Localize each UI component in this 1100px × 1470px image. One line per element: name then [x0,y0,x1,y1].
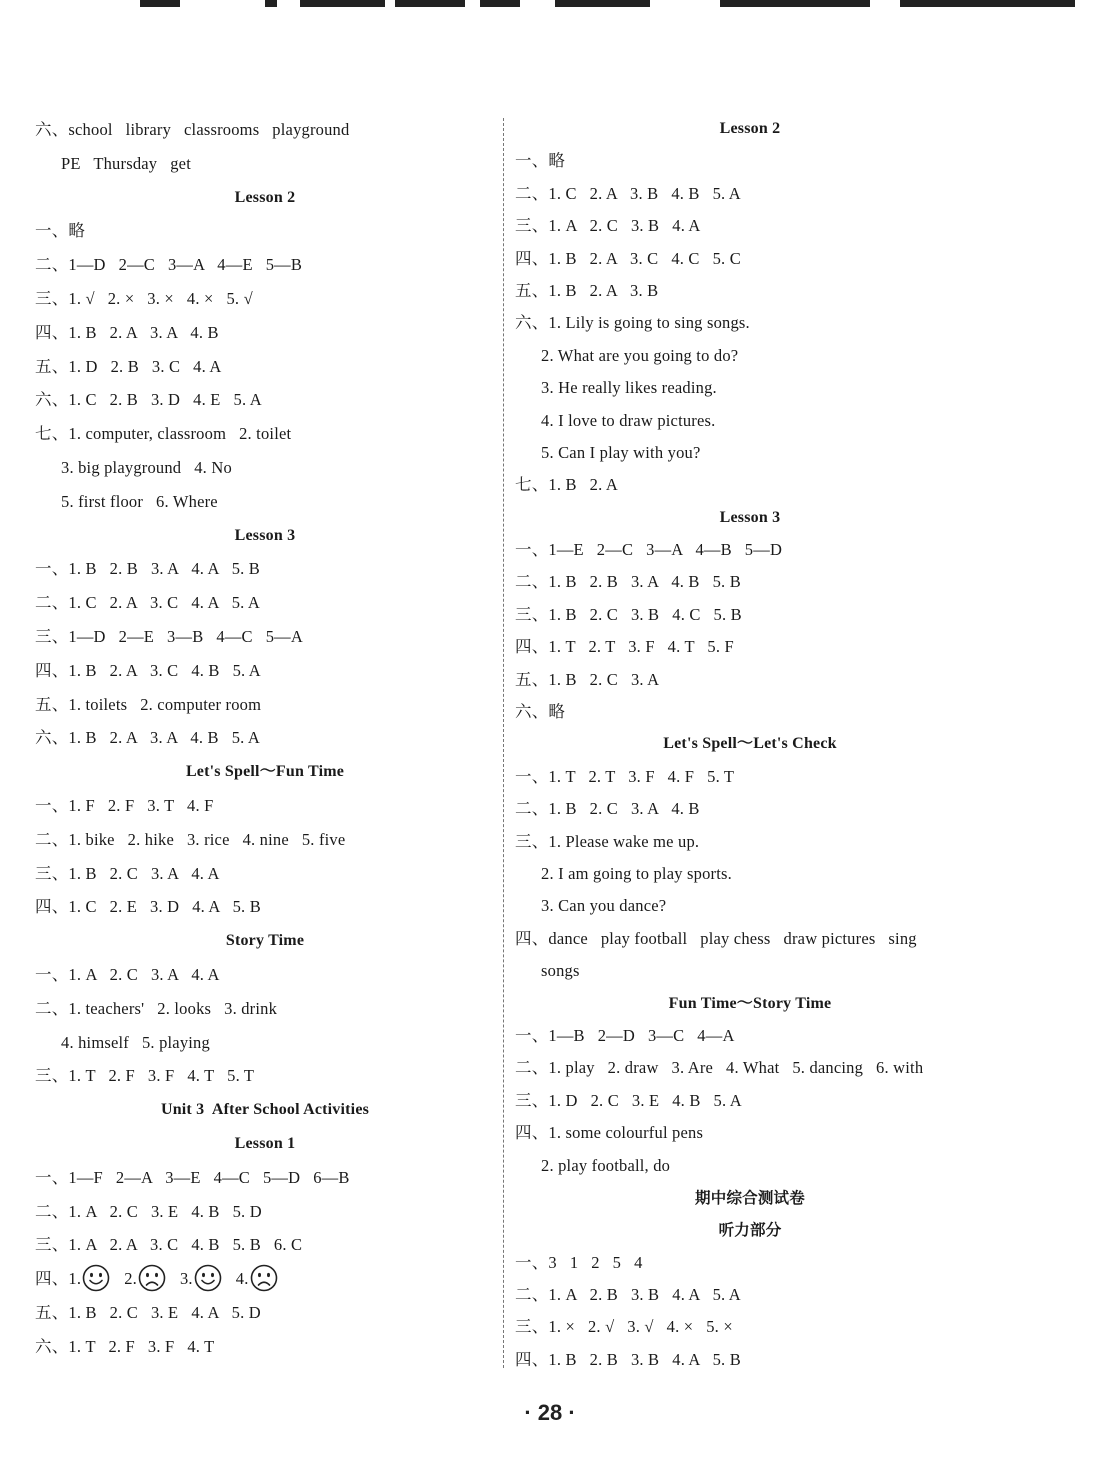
cropped-header-band [0,0,1100,10]
column-divider [503,118,504,1368]
question-number: 四、 [35,1269,69,1289]
answer-line: 二、1. A 2. C 3. E 4. B 5. D [35,1201,262,1221]
answer-line: 三、1. Please wake me up. [515,831,700,851]
answer-line: 2. What are you going to do? [541,345,739,365]
answer-line: 三、1. × 2. √ 3. √ 4. × 5. × [515,1317,733,1337]
answer-line: 二、1. A 2. B 3. B 4. A 5. A [515,1285,741,1305]
answer-line: 三、1. B 2. C 3. A 4. A [35,863,220,883]
answer-line: 四、1. some colourful pens [515,1123,704,1143]
answer-line: 5. first floor 6. Where [61,491,218,511]
answer-line: 一、略 [515,151,566,171]
answer-line: 2. I am going to play sports. [541,863,732,883]
answer-line: 2. play football, do [541,1155,671,1175]
section-heading: Unit 3 After School Activities [160,1101,370,1119]
face-item-label: 2. [124,1269,137,1289]
section-heading: Let's Spell～Fun Time [185,763,345,781]
answer-line: PE Thursday get [61,153,191,173]
answer-line: 四、1. B 2. A 3. C 4. B 5. A [35,660,261,680]
left-answer-column [35,113,495,1363]
answer-line: 5. Can I play with you? [541,442,701,462]
answer-line: 六、school library classrooms playground [35,120,350,139]
answer-line: 六、略 [515,702,566,722]
answer-line: 四、1. B 2. B 3. B 4. A 5. B [515,1349,741,1369]
answer-line: 一、1—E 2—C 3—A 4—B 5—D [515,540,783,560]
answer-line: 四、1. C 2. E 3. D 4. A 5. B [35,897,261,917]
answer-line: 六、1. Lily is going to sing songs. [515,313,750,333]
answer-line: 三、1. √ 2. × 3. × 4. × 5. √ [35,288,253,308]
answer-line: 二、1. teachers' 2. looks 3. drink [35,998,278,1018]
face-item-label: 1. [68,1269,82,1289]
answer-line: 一、3 1 2 5 4 [515,1252,643,1272]
answer-line: 一、1—F 2—A 3—E 4—C 5—D 6—B [35,1167,350,1187]
section-heading: Lesson 2 [234,188,296,206]
answer-line: 五、1. toilets 2. computer room [35,694,262,714]
answer-line: 六、1. C 2. B 3. D 4. E 5. A [35,390,262,410]
answer-line: 二、1. C 2. A 3. C 4. A 5. A [35,593,261,613]
answer-line: 四、1. B 2. A 3. C 4. C 5. C [515,248,741,268]
answer-line: 一、1—B 2—D 3—C 4—A [515,1025,735,1045]
answer-line: 二、1. bike 2. hike 3. rice 4. nine 5. five [35,829,346,849]
answer-line: 五、1. B 2. A 3. B [515,280,659,300]
answer-line: 七、1. computer, classroom 2. toilet [35,424,292,444]
answer-line: 二、1—D 2—C 3—A 4—E 5—B [35,255,303,275]
section-heading: Story Time [225,932,305,950]
happy-face-icon [194,1264,222,1292]
answer-line: 六、1. B 2. A 3. A 4. B 5. A [35,728,261,748]
answer-line: 三、1. A 2. C 3. B 4. A [515,216,701,236]
section-heading: 期中综合测试卷 [695,1188,805,1207]
face-item-label: 3. [179,1269,193,1289]
answer-line: 二、1. B 2. B 3. A 4. B 5. B [515,572,741,592]
answer-line: 3. Can you dance? [541,896,667,916]
answer-line: 三、1. B 2. C 3. B 4. C 5. B [515,604,742,624]
face-item-label: 4. [235,1269,249,1289]
answer-line: 一、略 [35,221,86,241]
answer-line: 五、1. D 2. B 3. C 4. A [35,356,222,376]
answer-line: 4. I love to draw pictures. [541,410,716,430]
answer-line: 二、1. play 2. draw 3. Are 4. What 5. dancing 6. with [515,1058,924,1078]
section-heading: Fun Time～Story Time [668,994,832,1012]
answer-line: 一、1. A 2. C 3. A 4. A [35,964,220,984]
page-number: · 28 · [524,1400,576,1425]
section-heading: Lesson 2 [719,120,781,137]
sad-face-icon [138,1264,166,1292]
right-answer-column [515,113,985,1376]
section-heading: 听力部分 [718,1221,782,1240]
section-heading: Lesson 3 [719,508,781,526]
answer-line: 三、1—D 2—E 3—B 4—C 5—A [35,626,303,646]
answer-line: 四、1. T 2. T 3. F 4. T 5. F [515,637,734,657]
happy-face-icon [82,1264,110,1292]
answer-line: 六、1. T 2. F 3. F 4. T [35,1336,215,1356]
section-heading: Lesson 3 [234,526,296,544]
answer-line: 三、1. A 2. A 3. C 4. B 5. B 6. C [35,1235,303,1255]
answer-line: 五、1. B 2. C 3. E 4. A 5. D [35,1302,261,1322]
answer-line: 二、1. B 2. C 3. A 4. B [515,799,700,819]
answer-line: 三、1. D 2. C 3. E 4. B 5. A [515,1090,742,1110]
answer-line: 七、1. B 2. A [515,475,618,495]
answer-line: 四、dance play football play chess draw pictures sing [515,928,917,948]
section-heading: Lesson 1 [234,1134,296,1152]
answer-line: 一、1. B 2. B 3. A 4. A 5. B [35,559,261,579]
section-heading: Let's Spell～Let's Check [663,735,837,753]
answer-line: 四、1. B 2. A 3. A 4. B [35,322,219,342]
answer-line: 三、1. T 2. F 3. F 4. T 5. T [35,1066,255,1086]
answer-line: 一、1. F 2. F 3. T 4. F [35,795,214,815]
sad-face-icon [250,1264,278,1292]
answer-line: 五、1. B 2. C 3. A [515,669,660,689]
answer-line: 4. himself 5. playing [61,1032,210,1052]
answer-line: 3. big playground 4. No [61,457,232,477]
answer-line: 3. He really likes reading. [541,378,717,398]
face-answer-line [35,1262,495,1296]
answer-line: songs [541,961,580,981]
answer-line: 一、1. T 2. T 3. F 4. F 5. T [515,766,735,786]
answer-line: 二、1. C 2. A 3. B 4. B 5. A [515,183,741,203]
